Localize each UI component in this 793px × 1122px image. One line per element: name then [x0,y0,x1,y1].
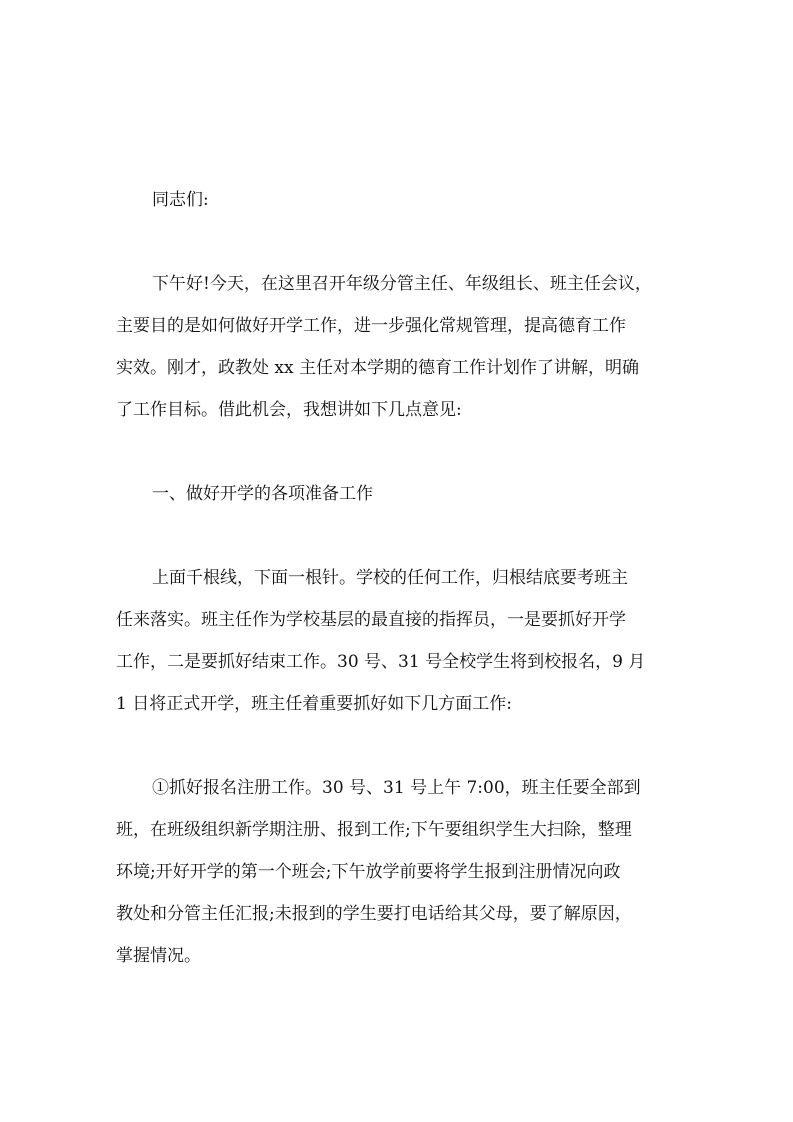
paragraph-3-line-3: 环境;开好开学的第一个班会;下午放学前要将学生报到注册情况向政 [116,862,621,882]
section-heading-1: 一、做好开学的各项准备工作 [152,484,373,504]
paragraph-3-line-4: 教处和分管主任汇报;未报到的学生要打电话给其父母，要了解原因， [116,904,632,924]
paragraph-3-line-1: ①抓好报名注册工作。30 号、31 号上午 7:00，班主任要全部到 [152,778,641,798]
paragraph-1-line-3: 实效。刚才，政教处 xx 主任对本学期的德育工作计划作了讲解，明确 [116,358,639,378]
paragraph-3-line-2: 班，在班级组织新学期注册、报到工作;下午要组织学生大扫除，整理 [116,820,632,840]
paragraph-2-line-3: 工作，二是要抓好结束工作。30 号、31 号全校学生将到校报名，9 月 [116,652,646,672]
salutation: 同志们: [152,190,209,210]
paragraph-1-line-2: 主要目的是如何做好开学工作，进一步强化常规管理，提高德育工作 [116,316,626,336]
paragraph-2-line-4: 1 日将正式开学，班主任着重要抓好如下几方面工作: [116,694,512,714]
paragraph-3-line-5: 掌握情况。 [116,946,201,966]
paragraph-1-line-4: 了工作目标。借此机会，我想讲如下几点意见: [116,400,462,420]
paragraph-2-line-1: 上面千根线，下面一根针。学校的任何工作，归根结底要考班主 [152,568,628,588]
paragraph-1-line-1: 下午好!今天，在这里召开年级分管主任、年级组长、班主任会议， [152,274,652,294]
paragraph-2-line-2: 任来落实。班主任作为学校基层的最直接的指挥员，一是要抓好开学 [116,610,626,630]
